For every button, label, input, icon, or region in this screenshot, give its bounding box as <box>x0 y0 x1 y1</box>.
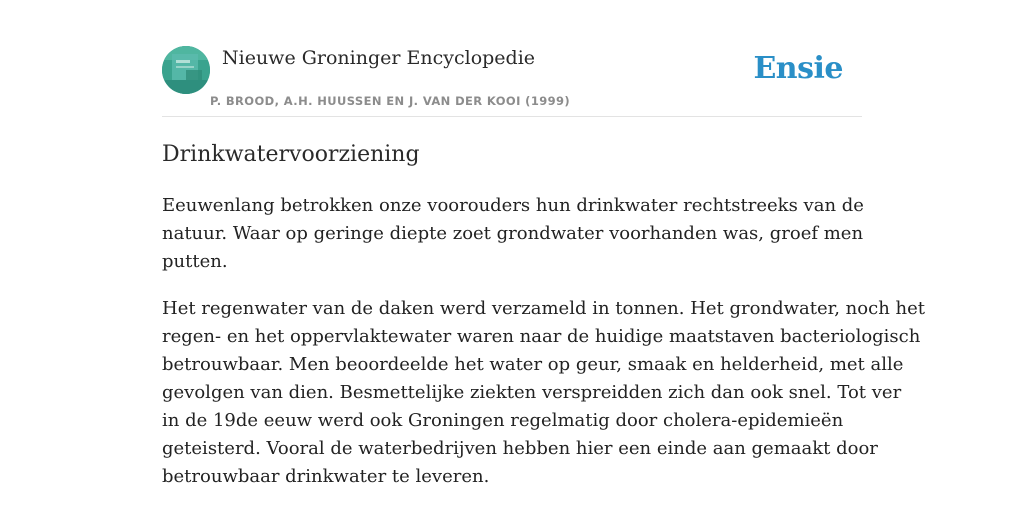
article-paragraph <box>162 192 862 276</box>
paragraph-line: in de 19de eeuw werd ook Groningen regelmatig door cholera-epidemieën <box>162 410 844 431</box>
book-header <box>162 46 862 117</box>
paragraph-line: putten. <box>162 251 228 272</box>
book-cover-image[interactable] <box>162 46 210 94</box>
paragraph-line: Eeuwenlang betrokken onze voorouders hun drinkwater rechtstreeks van de <box>162 195 864 216</box>
article-body <box>162 192 925 510</box>
paragraph-line: betrouwbaar. Men beoordeelde het water op geur, smaak en helderheid, met alle <box>162 354 904 375</box>
paragraph-line: regen- en het oppervlaktewater waren naar de huidige maatstaven bacteriologisch <box>162 326 921 347</box>
paragraph-line: natuur. Waar op geringe diepte zoet grondwater voorhanden was, groef men <box>162 223 864 244</box>
article-paragraph <box>162 295 925 491</box>
paragraph-line: gevolgen van dien. Besmettelijke ziekten verspreidden zich dan ook snel. Tot ver <box>162 382 902 403</box>
paragraph-line: betrouwbaar drinkwater te leveren. <box>162 466 490 487</box>
paragraph-line: geteisterd. Vooral de waterbedrijven hebben hier een einde aan gemaakt door <box>162 438 878 459</box>
article-title: Drinkwatervoorziening <box>162 142 420 167</box>
ensie-logo[interactable]: Ensie <box>753 51 843 86</box>
book-title[interactable]: Nieuwe Groninger Encyclopedie <box>222 47 536 69</box>
paragraph-line: Het regenwater van de daken werd verzameld in tonnen. Het grondwater, noch het <box>162 298 925 319</box>
book-authors: P. BROOD, A.H. HUUSSEN EN J. VAN DER KOOI (1999) <box>210 94 571 108</box>
